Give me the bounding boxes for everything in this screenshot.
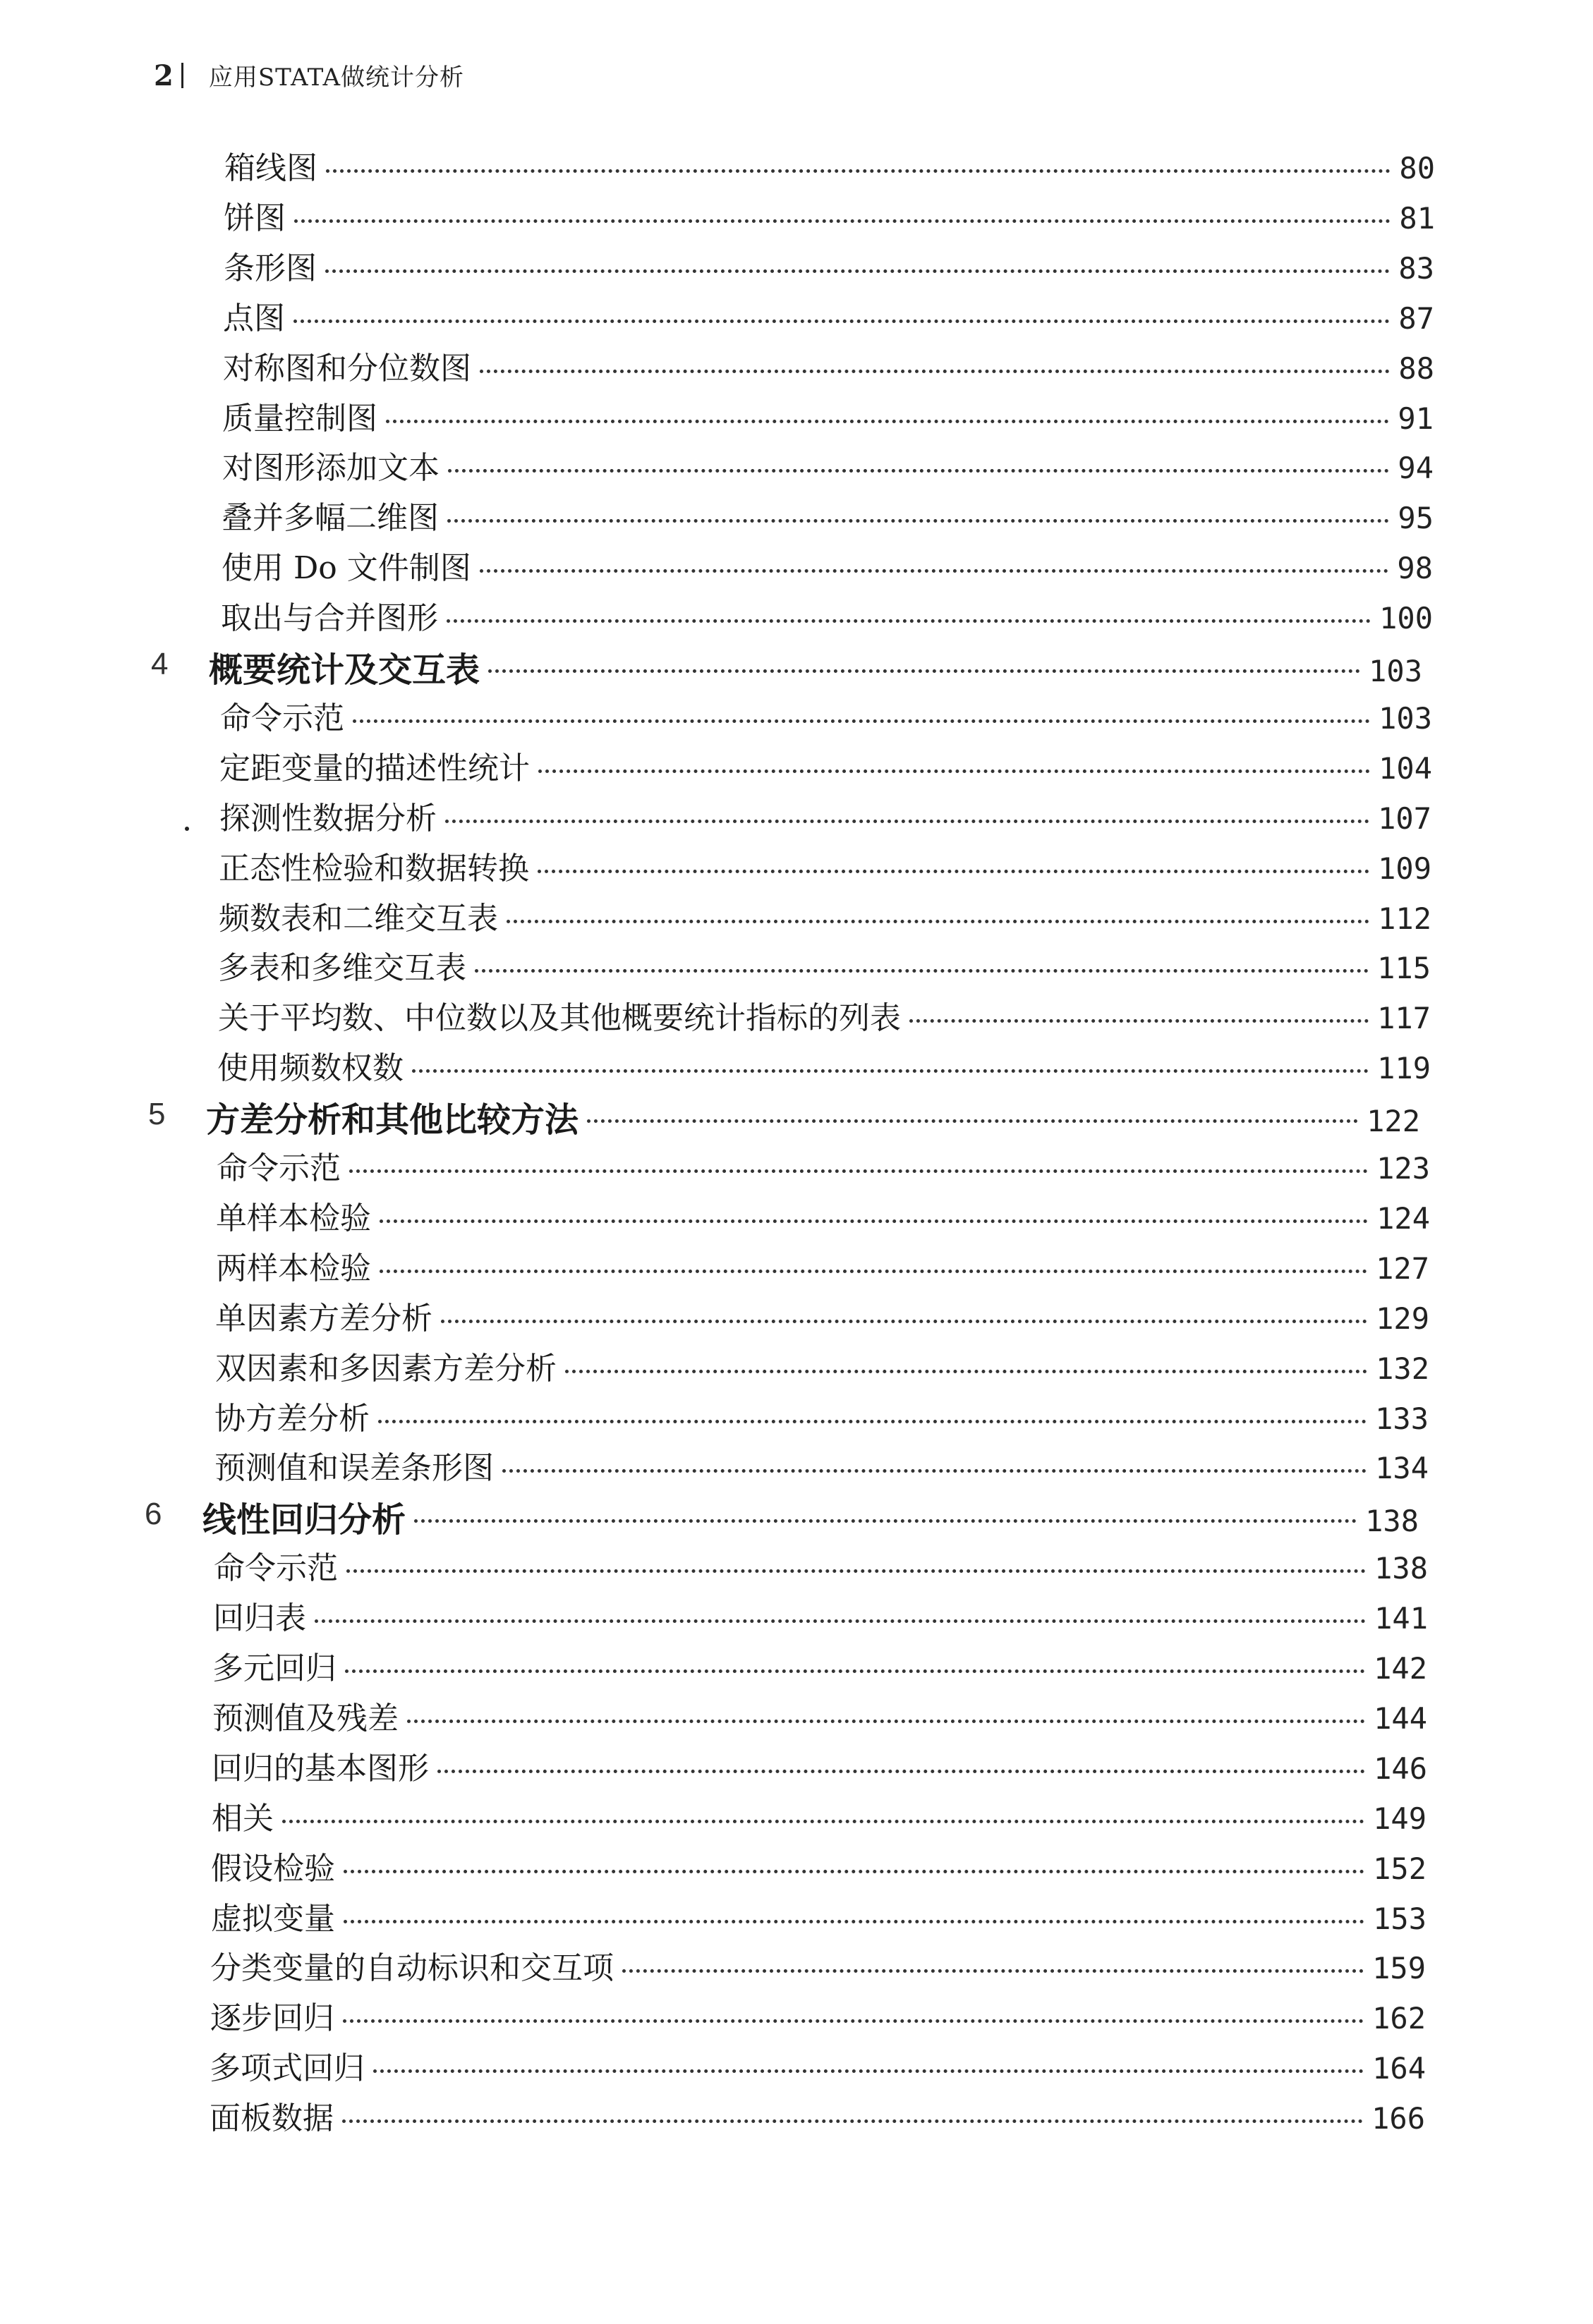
page-ref: 81 [1399,201,1435,236]
entry-title: 箱线图 [224,150,317,186]
page-ref: 88 [1398,351,1434,386]
toc-entry-row [213,1593,1428,1635]
entry-title: 使用频数权数 [217,1050,404,1086]
page-ref: 94 [1398,451,1434,485]
entry-title: 多表和多维交互表 [218,950,466,986]
dot-leader [538,870,1369,873]
entry-title: 命令示范 [217,1150,341,1186]
page-ref: 103 [1369,654,1422,688]
toc-entry-row [214,1393,1429,1435]
toc-entry-row [215,1293,1429,1335]
dot-leader [386,420,1389,423]
dot-leader [587,1119,1358,1123]
dot-leader [447,519,1389,523]
page-ref: 129 [1376,1301,1429,1336]
dot-leader [414,1519,1357,1523]
entry-title: 分类变量的自动标识和交互项 [210,1950,614,1986]
page-ref: 98 [1397,551,1433,585]
entry-title: 预测值及残差 [212,1701,399,1736]
page-ref: 100 [1379,601,1433,635]
chapter-number: 5 [148,1097,166,1131]
page-ref: 152 [1373,1851,1427,1886]
dot-leader [475,969,1369,973]
dot-leader [565,1370,1367,1373]
dot-leader [507,920,1369,923]
toc-entry-row [219,843,1431,885]
entry-title: 命令示范 [214,1550,338,1586]
page-ref: 87 [1398,301,1434,336]
entry-title: 频数表和二维交互表 [219,901,498,937]
page-ref: 104 [1379,751,1432,786]
dot-leader [380,1219,1368,1223]
entry-title: 逐步回归 [210,2000,334,2036]
entry-title: 虚拟变量 [211,1901,335,1937]
toc-entry-row [222,393,1434,435]
entry-title: 单因素方差分析 [215,1301,432,1337]
page-ref: 107 [1378,801,1431,836]
dot-leader [293,320,1390,323]
toc-entry-row [219,743,1432,785]
toc-entry-row [223,343,1434,385]
page-ref: 142 [1374,1651,1427,1686]
dot-leader [407,1720,1365,1723]
page-ref: 91 [1398,401,1434,436]
dot-leader [326,169,1391,173]
dot-leader [502,1469,1367,1473]
toc-entry-row [217,1143,1430,1185]
dot-leader [315,1619,1366,1623]
dot-leader [378,1420,1367,1423]
chapter-title: 方差分析和其他比较方法 [206,1100,579,1140]
page-ref: 159 [1372,1951,1426,1985]
dot-leader [294,219,1391,223]
dot-leader [488,669,1360,673]
entry-title: 双因素和多因素方差分析 [215,1351,557,1387]
entry-title: 相关 [212,1801,274,1837]
page-ref: 103 [1379,701,1432,736]
toc-entry-row [215,1343,1429,1385]
entry-title: 预测值和误差条形图 [214,1450,494,1486]
toc-entry-row [222,542,1433,585]
toc-entry-row [223,293,1434,335]
entry-title: 回归的基本图形 [212,1751,429,1787]
entry-title: 定距变量的描述性统计 [219,750,530,786]
dot-leader [437,1770,1365,1773]
entry-title: 使用 Do 文件制图 [222,550,471,586]
page-ref: 123 [1376,1151,1430,1186]
dot-leader [480,569,1389,573]
page-ref: 162 [1372,2001,1426,2036]
page-number: 2 [154,59,174,92]
entry-title: 命令示范 [220,700,344,736]
dot-leader [380,1270,1367,1273]
dot-leader [412,1069,1369,1073]
toc-entry-row [211,1893,1427,1935]
toc-entry-row [220,693,1432,735]
toc-entry-row [210,1942,1426,1985]
page-ref: 119 [1377,1051,1431,1085]
toc-entry-row [219,793,1431,835]
page-ref: 132 [1376,1351,1429,1386]
toc-entry-row [219,893,1431,935]
entry-title: 点图 [223,300,285,336]
page-ref: 122 [1367,1104,1420,1138]
toc-chapter-row [202,1492,1419,1540]
page-ref: 134 [1375,1451,1429,1485]
entry-title: 关于平均数、中位数以及其他概要统计指标的列表 [218,1000,901,1036]
toc-entry-row [211,1843,1427,1885]
page-ref: 153 [1373,1902,1427,1936]
page-ref: 83 [1398,251,1434,286]
dot-leader [343,2019,1364,2023]
dot-leader [373,2069,1364,2073]
toc-entry-row [222,442,1434,485]
entry-title: 质量控制图 [222,401,377,437]
entry-title: 叠并多幅二维图 [222,500,439,536]
page-ref: 141 [1374,1601,1428,1636]
dot-leader [344,1870,1364,1873]
dot-leader [344,1920,1364,1923]
dot-leader [909,1019,1369,1023]
dot-leader [325,269,1390,273]
entry-title: 面板数据 [210,2100,334,2136]
toc-entry-row [214,1543,1428,1585]
chapter-number: 6 [145,1497,162,1531]
entry-title: 正态性检验和数据转换 [219,851,529,887]
page-ref: 144 [1374,1701,1427,1736]
page-ref: 133 [1375,1401,1429,1436]
page-ref: 149 [1373,1801,1427,1836]
dot-leader [346,1569,1366,1573]
toc-entry-row [218,942,1431,985]
toc-entry-row [212,1693,1427,1735]
page-ref: 166 [1371,2101,1425,2136]
dot-leader [447,619,1371,623]
entry-title: 取出与合并图形 [221,600,438,636]
toc-entry-row [221,592,1433,635]
toc-entry-row [212,1743,1427,1785]
toc-entry-row [224,142,1435,185]
page-ref: 146 [1374,1751,1427,1786]
entry-title: 对称图和分位数图 [223,351,471,387]
book-title: 应用STATA做统计分析 [208,63,465,92]
dot-leader [622,1969,1364,1973]
dot-leader [353,719,1370,723]
entry-title: 饼图 [224,200,286,236]
page-ref: 138 [1365,1504,1419,1538]
page-ref: 138 [1374,1551,1428,1586]
dot-leader [342,2119,1363,2123]
page-ref: 80 [1399,151,1435,185]
page-ref: 117 [1377,1001,1431,1035]
toc-entry-row [210,1993,1426,2035]
page-ref: 112 [1378,901,1431,936]
dot-leader [538,769,1370,773]
toc-chapter-row [206,1093,1420,1140]
toc-entry-row [222,492,1434,535]
entry-title: 多项式回归 [210,2050,365,2086]
toc-entry-row [216,1243,1429,1285]
page-ref: 127 [1376,1251,1429,1286]
entry-title: 条形图 [224,250,317,286]
toc-entry-row [214,1442,1429,1485]
toc-entry-row [218,992,1431,1035]
toc-entry-row [216,1193,1430,1235]
chapter-number: 4 [151,647,169,681]
running-head [154,58,464,92]
chapter-title: 概要统计及交互表 [209,650,480,690]
entry-title: 多元回归 [212,1650,337,1686]
header-divider [181,63,183,88]
page-ref: 115 [1377,951,1431,985]
page-ref: 164 [1372,2051,1426,2086]
dot-leader [441,1320,1367,1323]
page-ref: 95 [1398,501,1434,535]
dot-leader [345,1669,1365,1673]
dot-leader [480,370,1390,373]
toc-entry-row [217,1042,1431,1085]
dot-leader [349,1169,1368,1173]
entry-title: 探测性数据分析 [219,801,437,836]
toc-entry-row [212,1793,1427,1835]
toc-chapter-row [209,643,1422,690]
toc-entry-row [210,2093,1425,2135]
entry-title: 回归表 [213,1600,306,1636]
toc-entry-row [212,1643,1427,1685]
toc-entry-row [224,243,1434,285]
dot-leader [282,1820,1364,1823]
chapter-title: 线性回归分析 [202,1500,406,1540]
dot-leader [445,820,1369,823]
dot-leader [448,469,1389,473]
entry-title: 两样本检验 [216,1251,371,1286]
toc-entry-row [210,2043,1426,2085]
entry-title: 单样本检验 [216,1200,371,1236]
page-ref: 109 [1378,851,1431,886]
toc-entry-row [224,193,1435,235]
page-ref: 124 [1376,1201,1430,1236]
entry-title: 协方差分析 [214,1401,370,1437]
scan-speck [185,827,189,831]
entry-title: 对图形添加文本 [222,450,440,486]
entry-title: 假设检验 [211,1851,335,1887]
